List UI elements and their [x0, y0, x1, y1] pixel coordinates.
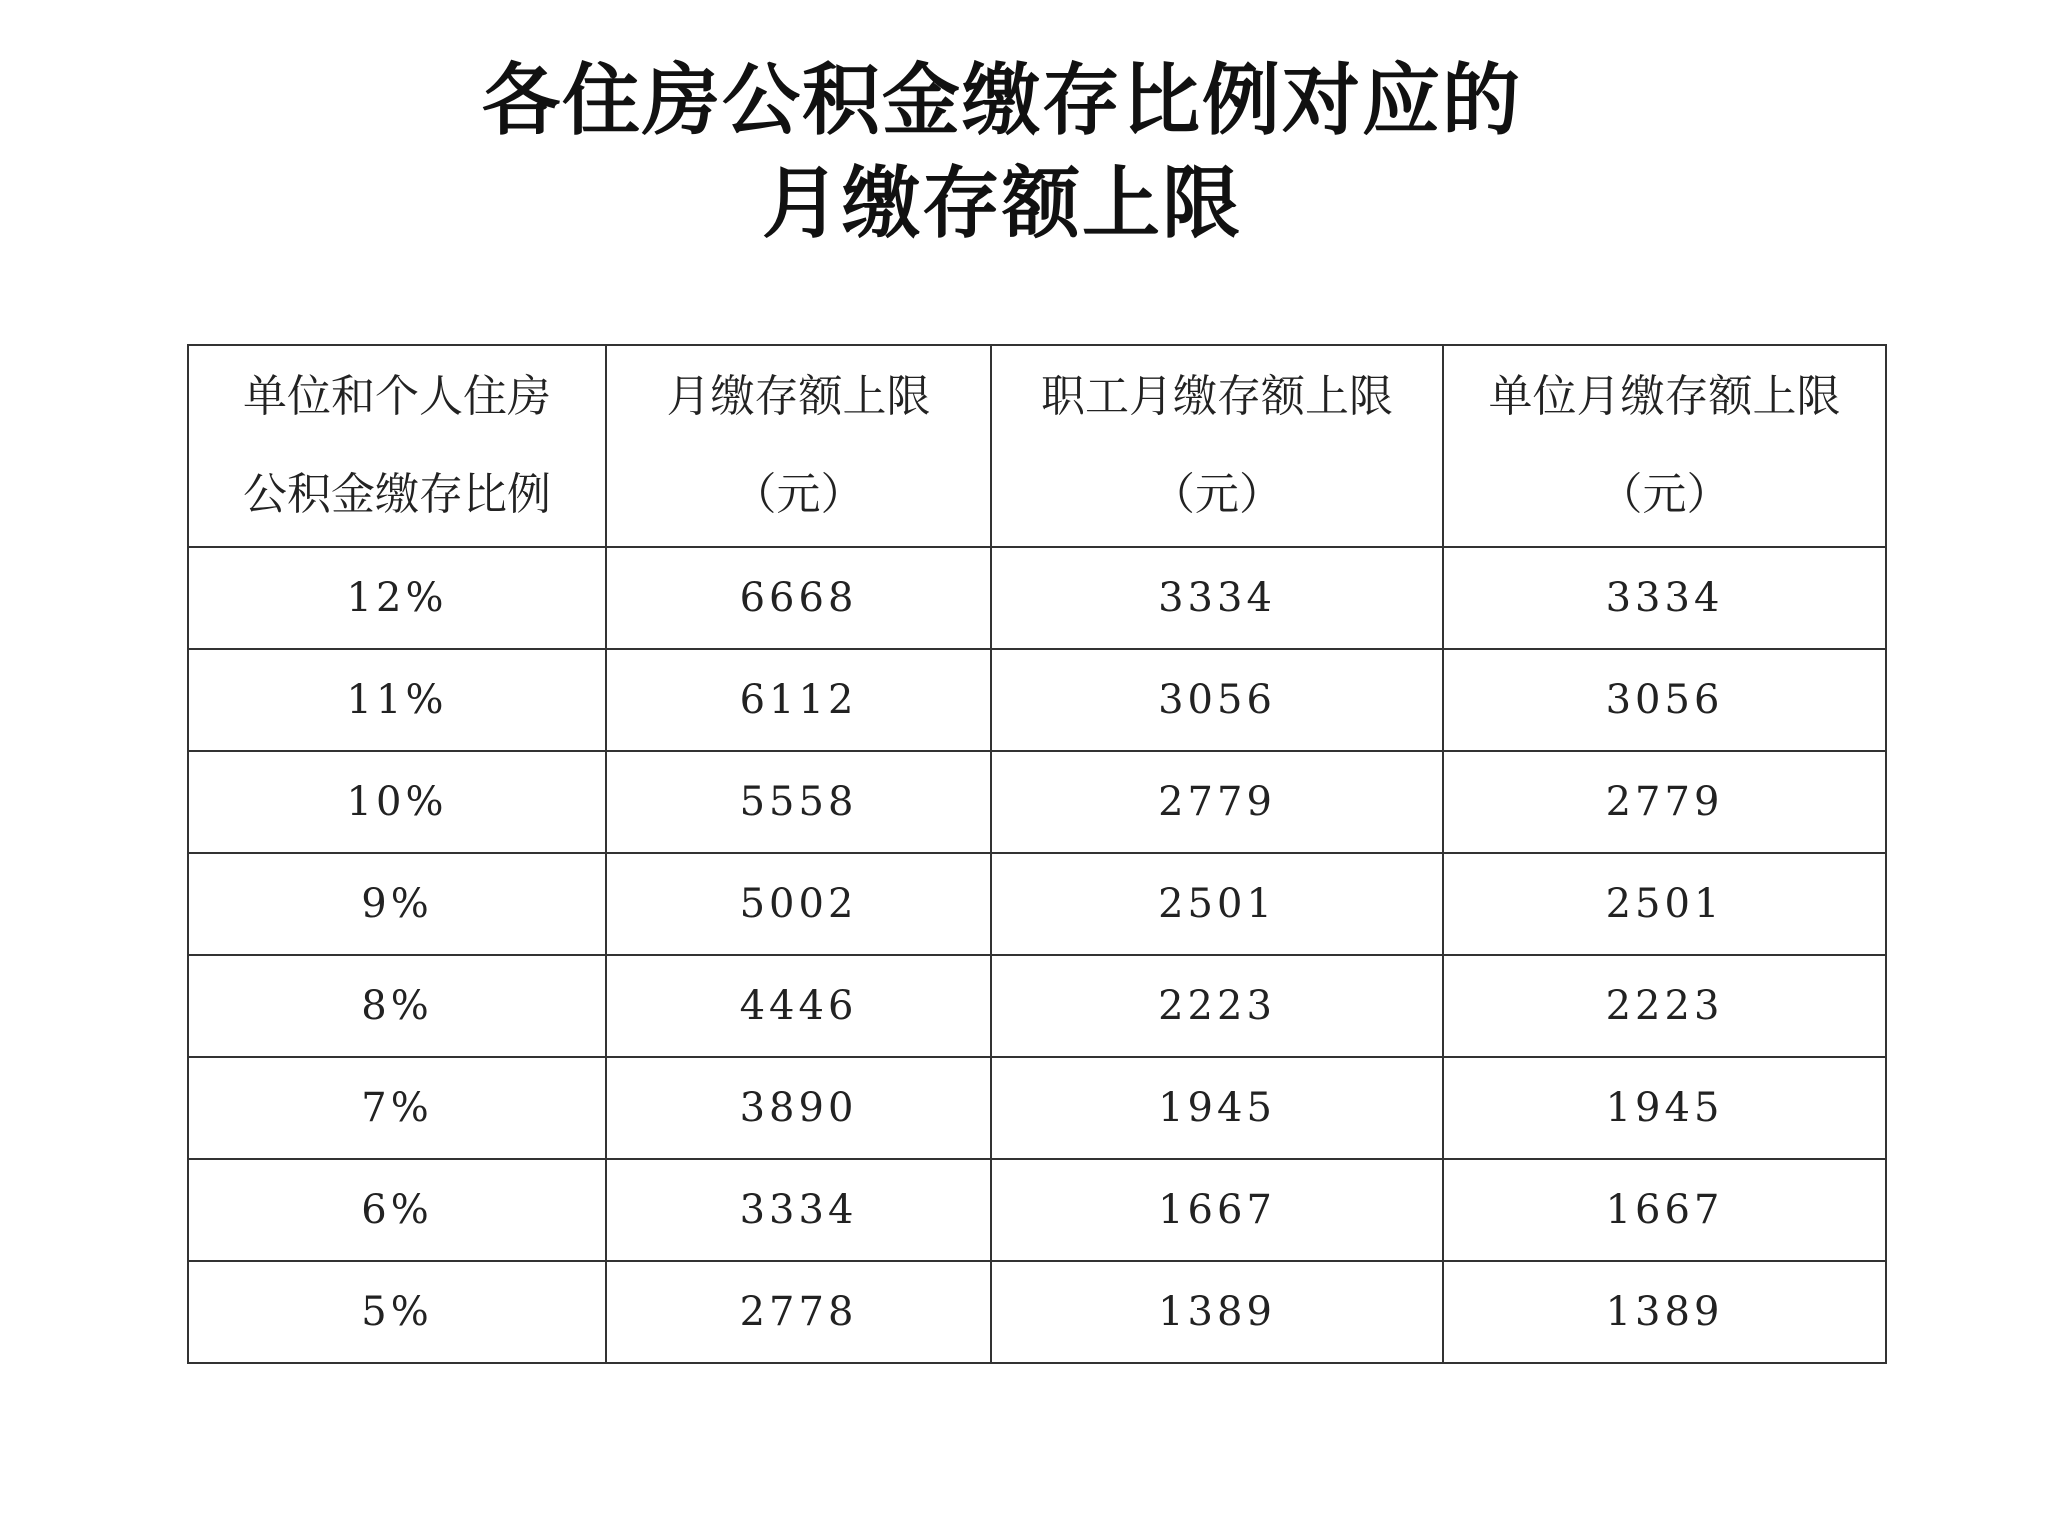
employee-limit-cell: 3056: [991, 649, 1443, 751]
header-line: 公积金缴存比例: [243, 469, 551, 520]
monthly-limit-cell: 3890: [606, 1057, 991, 1159]
employer-limit-cell: 2779: [1443, 751, 1886, 853]
table-row: [188, 1159, 1886, 1261]
monthly-limit-cell: 6112: [606, 649, 991, 751]
header-employee-monthly-limit: [991, 345, 1443, 547]
employee-limit-cell: 3334: [991, 547, 1443, 649]
ratio-cell: 9%: [188, 853, 606, 955]
table-row: [188, 751, 1886, 853]
employee-limit-cell: 2223: [991, 955, 1443, 1057]
header-unit: （元）: [732, 469, 865, 520]
ratio-cell: 6%: [188, 1159, 606, 1261]
monthly-limit-cell: 4446: [606, 955, 991, 1057]
monthly-limit-cell: 6668: [606, 547, 991, 649]
table-row: [188, 853, 1886, 955]
table-row: [188, 955, 1886, 1057]
header-line: 单位和个人住房: [243, 371, 551, 422]
header-monthly-limit: [606, 345, 991, 547]
employee-limit-cell: 2779: [991, 751, 1443, 853]
table-header-row: [188, 345, 1886, 547]
ratio-cell: 12%: [188, 547, 606, 649]
employee-limit-cell: 2501: [991, 853, 1443, 955]
employer-limit-cell: 3056: [1443, 649, 1886, 751]
monthly-limit-cell: 3334: [606, 1159, 991, 1261]
header-unit: （元）: [1598, 469, 1731, 520]
table-row: [188, 1261, 1886, 1363]
monthly-limit-cell: 2778: [606, 1261, 991, 1363]
table-row: [188, 1057, 1886, 1159]
employee-limit-cell: 1667: [991, 1159, 1443, 1261]
employer-limit-cell: 3334: [1443, 547, 1886, 649]
header-line: 职工月缴存额上限: [1041, 371, 1393, 422]
employer-limit-cell: 2223: [1443, 955, 1886, 1057]
ratio-cell: 7%: [188, 1057, 606, 1159]
employer-limit-cell: 1945: [1443, 1057, 1886, 1159]
table-row: [188, 649, 1886, 751]
employee-limit-cell: 1389: [991, 1261, 1443, 1363]
document-title-line-2: 月缴存额上限: [761, 158, 1242, 249]
header-line: 单位月缴存额上限: [1488, 371, 1841, 422]
ratio-cell: 11%: [188, 649, 606, 751]
ratio-cell: 10%: [188, 751, 606, 853]
employer-limit-cell: 2501: [1443, 853, 1886, 955]
contribution-limit-table: [187, 344, 1887, 1364]
ratio-cell: 5%: [188, 1261, 606, 1363]
ratio-cell: 8%: [188, 955, 606, 1057]
employer-limit-cell: 1667: [1443, 1159, 1886, 1261]
employer-limit-cell: 1389: [1443, 1261, 1886, 1363]
header-contribution-ratio: [188, 345, 606, 547]
employee-limit-cell: 1945: [991, 1057, 1443, 1159]
document-title-line-1: 各住房公积金缴存比例对应的: [481, 55, 1522, 146]
header-line: 月缴存额上限: [666, 371, 931, 422]
monthly-limit-cell: 5002: [606, 853, 991, 955]
monthly-limit-cell: 5558: [606, 751, 991, 853]
header-unit: （元）: [1151, 469, 1283, 520]
table-row: [188, 547, 1886, 649]
header-employer-monthly-limit: [1443, 345, 1886, 547]
